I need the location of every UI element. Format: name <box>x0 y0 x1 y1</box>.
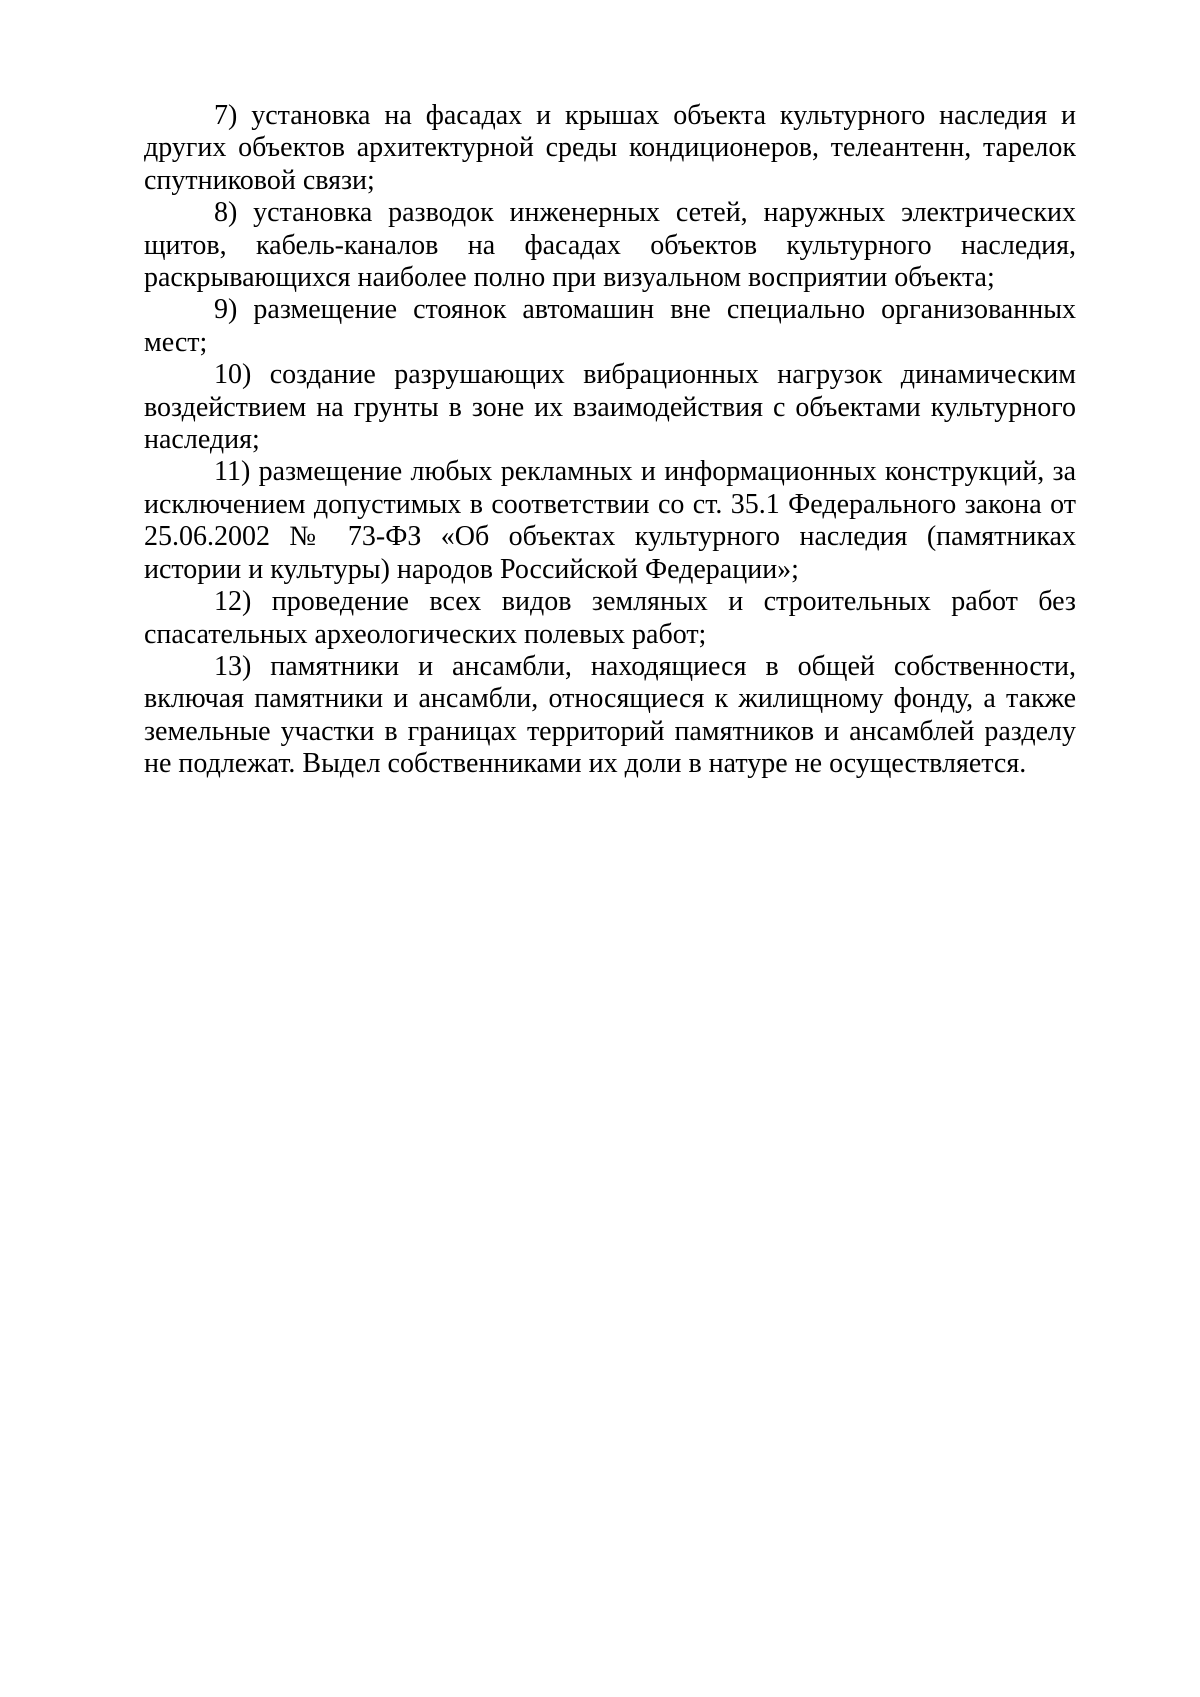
paragraph-item-11: 11) размещение любых рекламных и информационных конструкций, за исключением допустимых в соответствии со ст. 35.1 Федерального закона от 25.06.2002 № 73-ФЗ «Об объектах культурного наследия (памятниках истории и культуры) народов Российской Федерации»; <box>144 456 1076 585</box>
paragraph-item-8: 8) установка разводок инженерных сетей, наружных электрических щитов, кабель-каналов на фасадах объектов культурного наследия, раскрывающихся наиболее полно при визуальном восприятии объекта; <box>144 197 1076 294</box>
paragraph-item-12: 12) проведение всех видов земляных и строительных работ без спасательных археологических полевых работ; <box>144 586 1076 650</box>
paragraph-item-10: 10) создание разрушающих вибрационных нагрузок динамическим воздействием на грунты в зоне их взаимодействия с объектами культурного наследия; <box>144 359 1076 456</box>
paragraph-item-9: 9) размещение стоянок автомашин вне специально организованных мест; <box>144 294 1076 358</box>
paragraph-item-13: 13) памятники и ансамбли, находящиеся в общей собственности, включая памятники и ансамбли, относящиеся к жилищному фонду, а также земельные участки в границах территорий памятников и ансамблей разделу не подлежат. Выдел собственниками их доли в натуре не осуществляется. <box>144 650 1076 780</box>
document-body <box>144 100 1076 781</box>
paragraph-item-7: 7) установка на фасадах и крышах объекта культурного наследия и других объектов архитектурной среды кондиционеров, телеантенн, тарелок спутниковой связи; <box>144 100 1076 196</box>
